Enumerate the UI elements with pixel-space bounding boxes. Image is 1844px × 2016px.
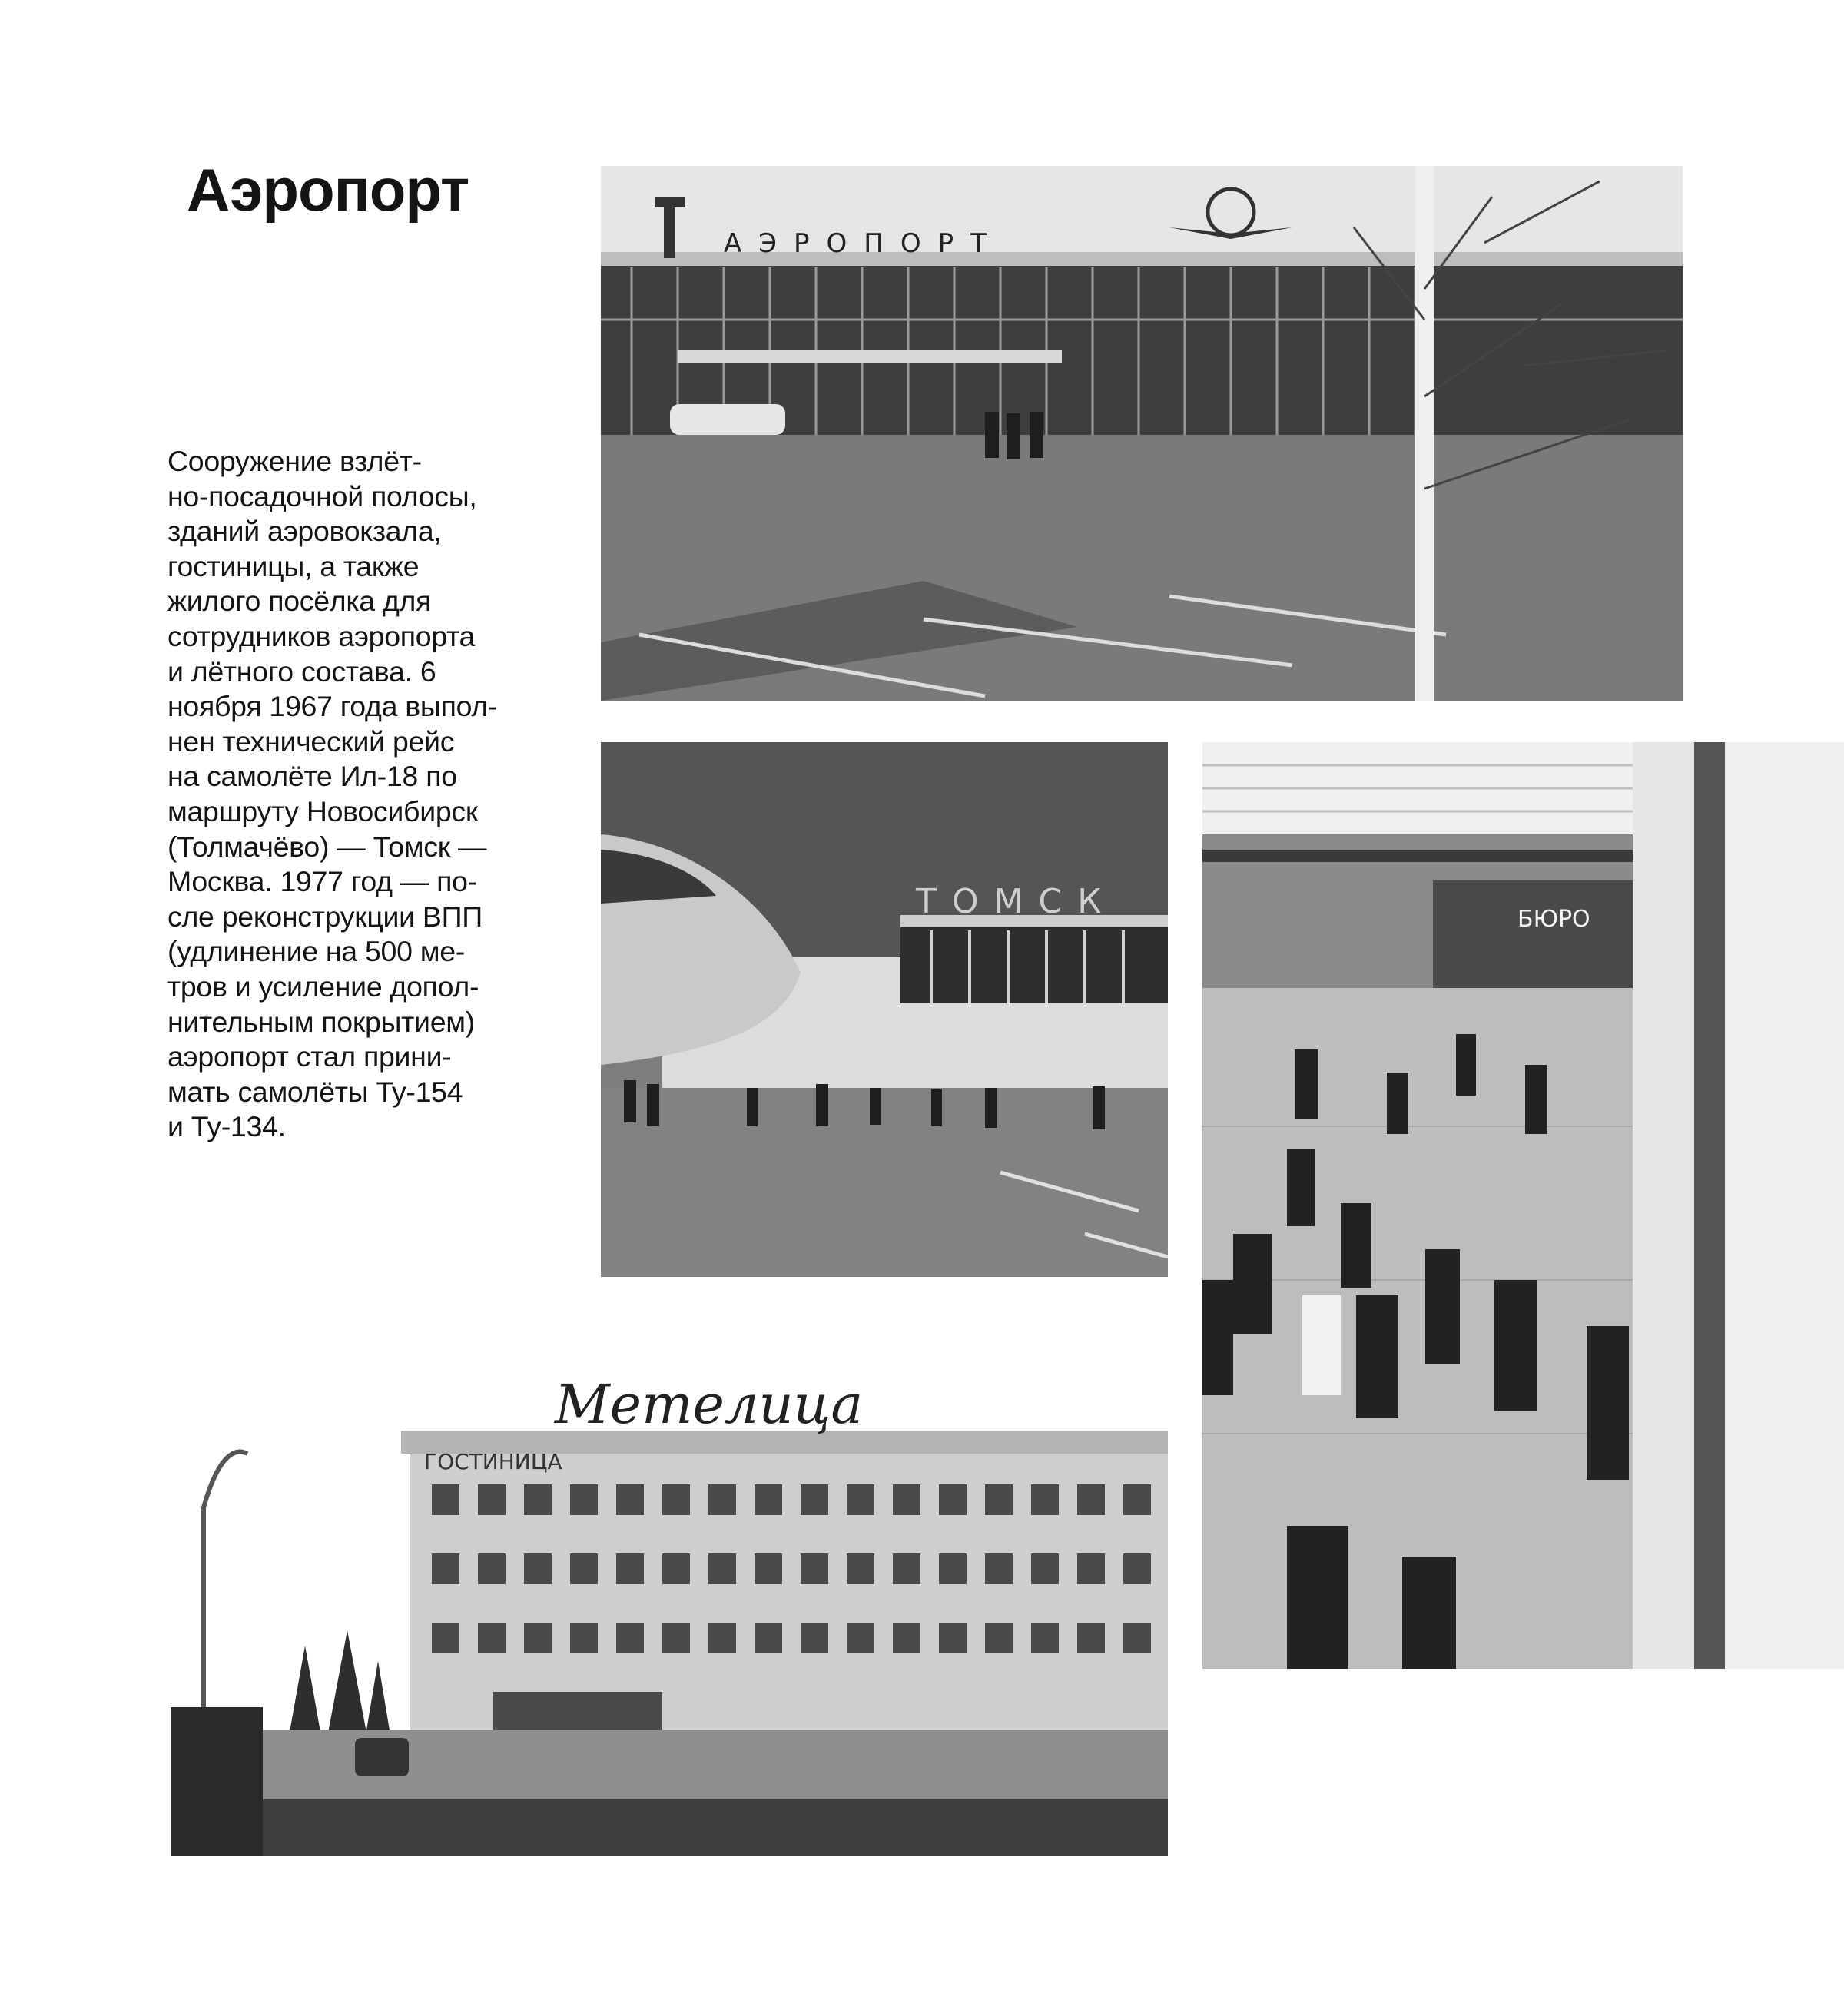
photo-terminal (601, 166, 1683, 701)
photo-hotel-image (171, 1323, 1168, 1856)
photo-apron-image (601, 742, 1168, 1277)
hotel-sign: ГОСТИНИЦА (424, 1449, 562, 1474)
body-text: Сооружение взлёт- но-посадочной полосы, зданий аэровокзала, гостиницы, а также жилого посёлка для сотрудников аэропорта и лётного состава. 6 ноября 1967 года выпол- нен технический рейс на самолёте Ил-18 по маршруту Новосибирск (Толмачёво) — Томск — Москва. 1977 год — по- сле реконструкции ВПП (удлинение на 500 ме- тров и усиление допол- нительным покрытием) аэропорт стал прини- мать самолёты Ту-154 и Ту-134. (167, 445, 498, 1143)
photo-terminal-image (601, 166, 1683, 701)
page-title: Аэропорт (187, 156, 469, 224)
hotel-script-sign: Метелица (555, 1373, 864, 1436)
photo-hall-image (1202, 742, 1844, 1669)
photo-apron (601, 742, 1168, 1277)
photo-hotel (171, 1323, 1168, 1856)
photo-hall (1202, 742, 1844, 1669)
terminal-sign: АЭРОПОРТ (724, 228, 1003, 259)
hall-sign: БЮРО (1517, 906, 1590, 933)
apron-sign: ТОМСК (916, 882, 1117, 921)
